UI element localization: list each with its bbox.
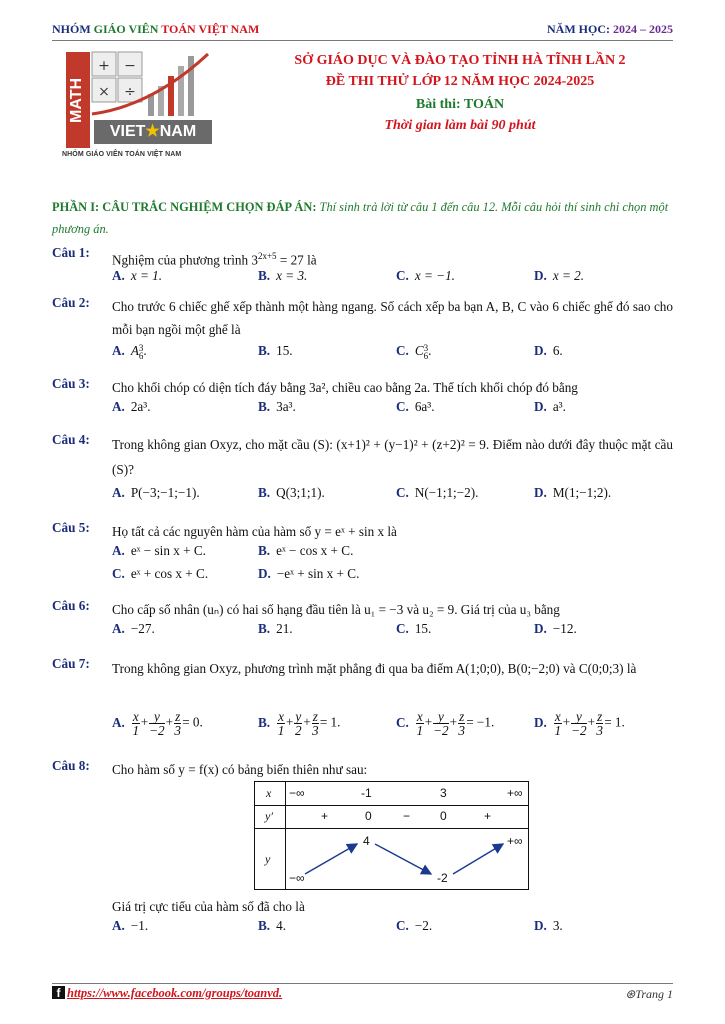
option-b[interactable]: B. Q(3;1;1). xyxy=(258,485,325,500)
question-8 xyxy=(52,758,673,782)
option-c[interactable]: C. $\frac{x}{1}$ + $\frac{y}{-2}$ + $\frac{z}{3}$ = −1. xyxy=(396,709,495,738)
exam-subject: Bài thi: TOÁN xyxy=(415,97,505,112)
option-d[interactable]: D. x = 2. xyxy=(534,268,585,283)
option-c[interactable]: C. 15. xyxy=(396,621,432,636)
vt-y-low: −∞ xyxy=(289,871,305,885)
vt-y-high: +∞ xyxy=(507,834,523,848)
logo-caption: NHÓM GIÁO VIÊN TOÁN VIỆT NAM xyxy=(62,151,182,158)
vt-sign-plus-1: + xyxy=(321,809,329,823)
exam-duration: Thời gian làm bài 90 phút xyxy=(384,118,536,133)
header-divider xyxy=(52,40,673,41)
question-number: Câu 7: xyxy=(52,656,90,671)
option-a[interactable]: A. $\frac{x}{1}$ + $\frac{y}{-2}$ + $\frac{z}{3}$ = 0. xyxy=(112,709,203,738)
question-stem: Cho trước 6 chiếc ghế xếp thành một hàng ngang. Số cách xếp ba bạn A, B, C vào 6 chiếc ghế đó sao cho mỗi bạn ngồi một ghế là xyxy=(112,299,673,337)
option-a[interactable]: A. 2a³. xyxy=(112,399,151,414)
option-b[interactable]: B. x = 3. xyxy=(258,268,308,283)
variation-table xyxy=(254,781,529,890)
vt-y-max: 4 xyxy=(363,834,370,848)
question-4 xyxy=(52,432,673,504)
question-2 xyxy=(52,295,673,363)
option-b[interactable]: B. eˣ − cos x + C. xyxy=(258,543,354,558)
question-6 xyxy=(52,598,673,642)
svg-text:−: − xyxy=(124,58,136,74)
exam-authority: SỞ GIÁO DỤC VÀ ĐÀO TẠO TỈNH HÀ TĨNH LẦN 2 xyxy=(294,53,626,68)
option-c[interactable]: C. C 3 6 . xyxy=(396,342,432,361)
option-a[interactable]: A. −27. xyxy=(112,621,155,636)
option-a[interactable]: A. −1. xyxy=(112,918,149,933)
math-vietnam-logo xyxy=(62,50,212,162)
vt-x-label: x xyxy=(266,786,272,800)
vt-y-min: -2 xyxy=(437,871,448,885)
question-number: Câu 2: xyxy=(52,295,90,310)
option-b[interactable]: B. 4. xyxy=(258,918,286,933)
option-d[interactable]: D. −eˣ + sin x + C. xyxy=(258,566,360,581)
vt-x-pos-inf: +∞ xyxy=(507,786,523,800)
vt-x1: -1 xyxy=(361,786,372,800)
question-stem: Giá trị cực tiểu của hàm số đã cho là xyxy=(112,899,305,914)
header-group-name: NHÓM GIÁO VIÊN TOÁN VIỆT NAM xyxy=(52,22,260,36)
vt-y-label: y xyxy=(265,852,271,866)
question-number: Câu 5: xyxy=(52,520,90,535)
header-school-year: NĂM HỌC: 2024 – 2025 xyxy=(547,22,673,36)
question-stem: Họ tất cả các nguyên hàm của hàm số y = eˣ + sin x là xyxy=(112,524,397,539)
page-header xyxy=(52,22,673,40)
option-c[interactable]: C. −2. xyxy=(396,918,433,933)
question-stem: Trong không gian Oxyz, phương trình mặt phẳng đi qua ba điểm A(1;0;0), B(0;−2;0) và C(0;0;3) là xyxy=(112,661,637,676)
option-d[interactable]: D. a³. xyxy=(534,399,566,414)
option-b[interactable]: B. 15. xyxy=(258,343,293,358)
question-stem: Trong không gian Oxyz, cho mặt cầu (S): (x+1)² + (y−1)² + (z+2)² = 9. Điểm nào dưới đây thuộc mặt cầu (S)? xyxy=(112,437,673,477)
vt-arrows xyxy=(255,782,528,889)
vt-x2: 3 xyxy=(440,786,447,800)
question-number: Câu 3: xyxy=(52,376,90,391)
facebook-group-link[interactable]: https://www.facebook.com/groups/toanvd. xyxy=(67,986,283,1000)
option-c[interactable]: C. 6a³. xyxy=(396,399,435,414)
vt-yprime-label: y′ xyxy=(265,809,273,823)
question-7 xyxy=(52,656,673,748)
question-5 xyxy=(52,520,673,588)
svg-text:×: × xyxy=(98,84,110,100)
svg-text:+: + xyxy=(98,58,110,74)
vt-x-neg-inf: −∞ xyxy=(289,786,305,800)
option-a[interactable]: A. A 3 6 . xyxy=(112,342,147,361)
option-c[interactable]: C. N(−1;1;−2). xyxy=(396,485,479,500)
option-b[interactable]: B. $\frac{x}{1}$ + $\frac{y}{2}$ + $\frac{z}{3}$ = 1. xyxy=(258,709,341,738)
footer-divider xyxy=(52,983,673,984)
question-number: Câu 4: xyxy=(52,432,90,447)
option-d[interactable]: D. 6. xyxy=(534,343,563,358)
option-d[interactable]: D. −12. xyxy=(534,621,577,636)
option-a[interactable]: A. x = 1. xyxy=(112,268,163,283)
option-d[interactable]: D. M(1;−1;2). xyxy=(534,485,612,500)
question-8-followup xyxy=(52,895,673,941)
page-number: ⊛Trang 1 xyxy=(625,987,673,1001)
option-c[interactable]: C. x = −1. xyxy=(396,268,455,283)
question-1 xyxy=(52,245,673,289)
question-stem: Cho khối chóp có diện tích đáy bằng 3a², chiều cao bằng 2a. Thể tích khối chóp đó bằng xyxy=(112,380,578,395)
question-stem: Nghiệm của phương trình $3^{2x+5} = 27$ là xyxy=(112,251,317,268)
question-number: Câu 8: xyxy=(52,758,90,773)
facebook-icon: f xyxy=(52,986,65,999)
vt-zero-1: 0 xyxy=(365,809,372,823)
question-3 xyxy=(52,376,673,420)
option-c[interactable]: C. eˣ + cos x + C. xyxy=(112,566,209,581)
option-d[interactable]: D. $\frac{x}{1}$ + $\frac{y}{-2}$ + $\frac{z}{3}$ = 1. xyxy=(534,709,625,738)
option-b[interactable]: B. 3a³. xyxy=(258,399,296,414)
exam-title: ĐỀ THI THỬ LỚP 12 NĂM HỌC 2024-2025 xyxy=(325,74,595,89)
vt-sign-minus: − xyxy=(403,809,411,823)
svg-text:÷: ÷ xyxy=(124,84,136,100)
option-d[interactable]: D. 3. xyxy=(534,918,563,933)
section-heading: PHẦN I: CÂU TRẮC NGHIỆM CHỌN ĐÁP ÁN: xyxy=(52,200,317,214)
option-b[interactable]: B. 21. xyxy=(258,621,293,636)
option-a[interactable]: A. eˣ − sin x + C. xyxy=(112,543,206,558)
option-a[interactable]: A. P(−3;−1;−1). xyxy=(112,485,200,500)
section-part-1 xyxy=(52,196,673,240)
question-number: Câu 6: xyxy=(52,598,90,613)
question-stem: Cho hàm số y = f(x) có bảng biến thiên như sau: xyxy=(112,762,368,777)
section-instruction: Thí sinh trả lời từ câu 1 đến câu 12. Mỗi câu hỏi thí sinh chỉ chọn một phương án. xyxy=(52,200,669,236)
logo-vietnam-banner: VIET★NAM xyxy=(94,120,212,144)
logo-math-text: MATH xyxy=(68,77,85,123)
vt-sign-plus-2: + xyxy=(484,809,492,823)
vt-zero-2: 0 xyxy=(440,809,447,823)
question-number: Câu 1: xyxy=(52,245,90,260)
question-stem: Cho cấp số nhân (uₙ) có hai số hạng đầu tiên là u₁ = −3 và u₂ = 9. Giá trị của u₃ bằng xyxy=(112,602,560,617)
